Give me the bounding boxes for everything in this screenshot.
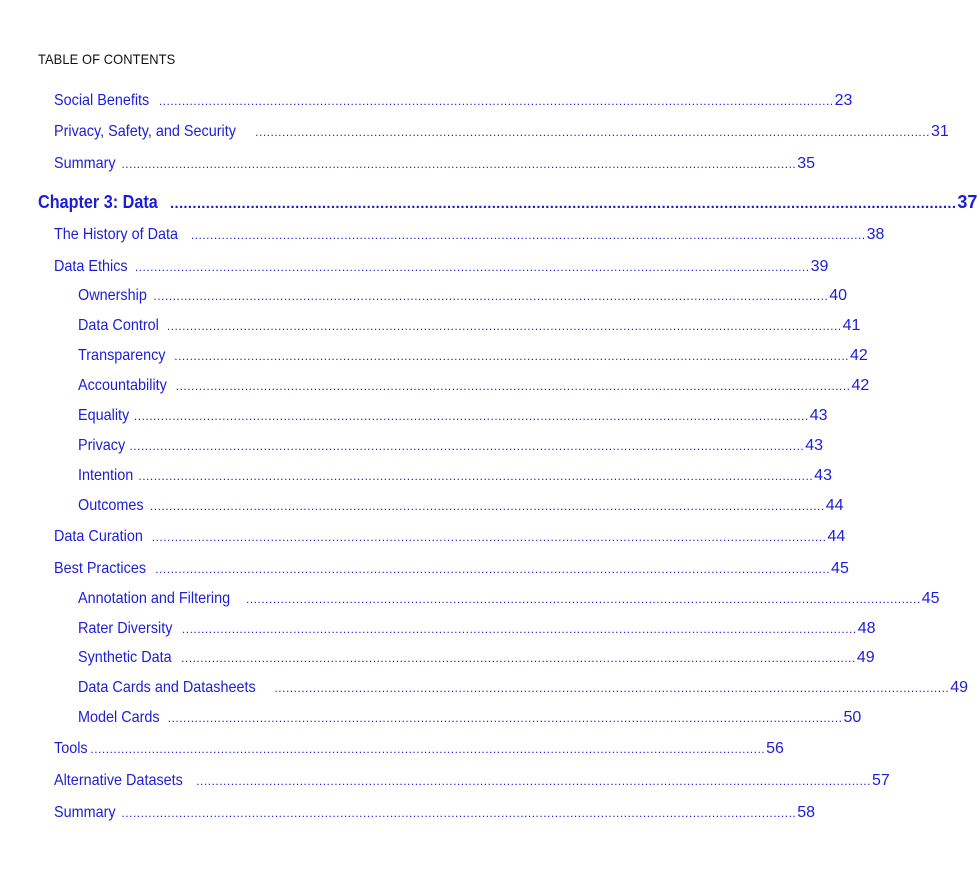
toc-entry-label: Privacy [78,437,126,454]
toc-entry-summary-ch3[interactable] [54,803,816,823]
toc-entry-label: Ownership [78,287,147,304]
toc-entry-label: Best Practices [54,560,147,577]
toc-leader: ................................................................................................................................................................................ [134,260,810,274]
toc-entry-model-cards[interactable] [78,708,862,728]
toc-entry-label: Intention [78,467,134,484]
toc-page-number: 40 [829,287,848,304]
toc-entry-label: Data Ethics [54,258,128,275]
toc-leader: ................................................................................................................................................................................ [121,806,797,820]
toc-page-number: 48 [857,620,876,637]
toc-page-number: 43 [805,437,824,454]
toc-leader: ................................................................................................................................................................................ [255,125,930,139]
toc-page-number: 49 [950,679,969,696]
toc-leader: ................................................................................................................................................................................ [121,157,797,171]
toc-page-number: 23 [834,92,853,109]
toc-leader: ................................................................................................................................................................................ [149,499,825,513]
toc-leader: ................................................................................................................................................................................ [170,195,957,212]
toc-entry-label: Alternative Datasets [54,772,183,789]
toc-entry-data-cards-datasheets[interactable] [78,678,969,698]
toc-entry-label: Transparency [78,347,166,364]
toc-entry-label: Synthetic Data [78,649,172,666]
toc-entry-accountability[interactable] [78,376,870,396]
toc-entry-intention[interactable] [78,466,832,486]
toc-leader: ................................................................................................................................................................................ [174,349,850,363]
toc-entry-summary-ch2[interactable] [54,154,816,174]
toc-page-number: 44 [825,497,844,514]
toc-entry-label: Model Cards [78,709,160,726]
toc-leader: ................................................................................................................................................................................ [133,409,809,423]
toc-entry-privacy-safety-security[interactable] [54,122,949,142]
toc-entry-ownership[interactable] [78,286,848,306]
toc-leader: ................................................................................................................................................................................ [274,681,950,695]
toc-leader: ................................................................................................................................................................................ [196,774,871,788]
toc-page-number: 49 [856,649,875,666]
toc-entry-equality[interactable] [78,406,828,426]
toc-leader: ................................................................................................................................................................................ [90,742,766,756]
toc-page-number: 57 [871,772,890,789]
toc-entry-outcomes[interactable] [78,496,844,516]
toc-entry-label: Data Control [78,317,159,334]
toc-entry-label: Privacy, Safety, and Security [54,123,236,140]
toc-leader: ................................................................................................................................................................................ [181,622,857,636]
toc-page-number: 42 [851,377,870,394]
toc-entry-label: The History of Data [54,226,179,243]
toc-page-number: 50 [843,709,862,726]
toc-leader: ................................................................................................................................................................................ [246,592,921,606]
toc-page-number: 41 [842,317,861,334]
toc-page-number: 31 [930,123,949,140]
toc-entry-label: Summary [54,804,116,821]
toc-page-number: 45 [921,590,940,607]
toc-entry-data-curation[interactable] [54,527,846,547]
toc-chapter-label: Chapter 3: Data [38,192,158,212]
toc-entry-alternative-datasets[interactable] [54,771,890,791]
toc-leader: ................................................................................................................................................................................ [175,379,851,393]
toc-leader: ................................................................................................................................................................................ [167,711,843,725]
toc-entry-data-ethics[interactable] [54,257,829,277]
toc-entry-label: Accountability [78,377,167,394]
toc-page-number: 35 [797,155,816,172]
toc-entry-best-practices[interactable] [54,559,849,579]
toc-entry-data-control[interactable] [78,316,861,336]
toc-leader: ................................................................................................................................................................................ [151,530,827,544]
toc-entry-label: Annotation and Filtering [78,590,231,607]
page-header: TABLE OF CONTENTS [38,51,176,67]
toc-leader: ................................................................................................................................................................................ [166,319,842,333]
toc-entry-label: Tools [54,740,88,757]
toc-entry-label: Rater Diversity [78,620,173,637]
toc-leader: ................................................................................................................................................................................ [138,469,814,483]
toc-entry-synthetic-data[interactable] [78,648,875,668]
toc-entry-label: Data Curation [54,528,143,545]
toc-entry-label: Outcomes [78,497,144,514]
toc-entry-transparency[interactable] [78,346,868,366]
toc-entry-label: Data Cards and Datasheets [78,679,256,696]
toc-page-number: 58 [797,804,816,821]
toc-page-number: 56 [766,740,784,757]
toc-entry-privacy[interactable] [78,436,824,456]
toc-entry-label: Equality [78,407,130,424]
toc-entry-history-of-data[interactable] [54,225,885,245]
toc-entry-rater-diversity[interactable] [78,619,876,639]
toc-entry-chapter-3[interactable] [38,191,977,215]
toc-leader: ................................................................................................................................................................................ [129,439,805,453]
toc-leader: ................................................................................................................................................................................ [153,289,829,303]
toc-entry-social-benefits[interactable] [54,91,853,111]
toc-entry-label: Summary [54,155,116,172]
toc-entry-tools[interactable] [54,739,784,759]
toc-leader: ................................................................................................................................................................................ [158,94,834,108]
toc-leader: ................................................................................................................................................................................ [190,228,866,242]
toc-page-number: 44 [827,528,846,545]
toc-page-number: 37 [957,192,977,212]
toc-leader: ................................................................................................................................................................................ [181,651,856,665]
toc-page-number: 43 [814,467,832,484]
toc-page-number: 39 [810,258,829,275]
toc-leader: ................................................................................................................................................................................ [155,562,831,576]
toc-page-number: 45 [831,560,849,577]
toc-entry-annotation-filtering[interactable] [78,589,940,609]
toc-page-number: 42 [850,347,868,364]
toc-page-number: 38 [866,226,885,243]
toc-entry-label: Social Benefits [54,92,150,109]
toc-page-number: 43 [809,407,828,424]
